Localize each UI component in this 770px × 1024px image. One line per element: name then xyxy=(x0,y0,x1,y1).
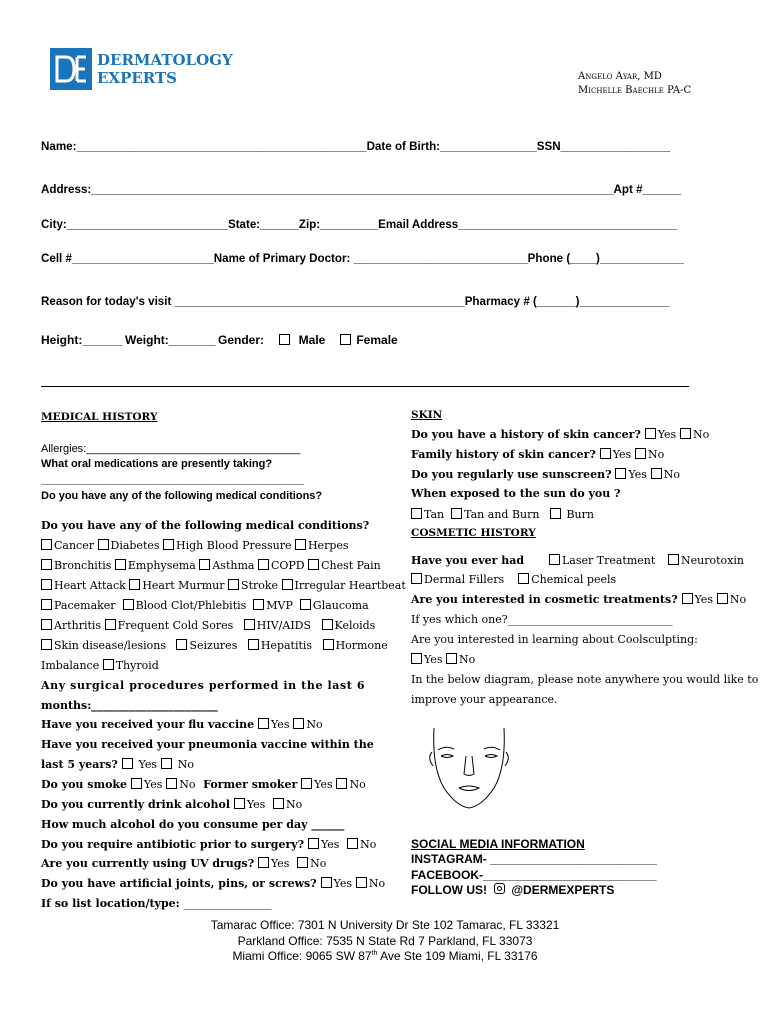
cond-skin-disease[interactable]: Skin disease/lesions xyxy=(41,639,166,652)
family-question: Family history of skin cancer? Yes No xyxy=(411,448,665,461)
social-heading: SOCIAL MEDIA INFORMATION xyxy=(411,837,585,851)
cond-hbp[interactable]: High Blood Pressure xyxy=(163,539,291,552)
cond-heart-attack[interactable]: Heart Attack xyxy=(41,579,126,592)
conditions-question-2: Do you have any of the following medical conditions? xyxy=(41,519,370,532)
alcohol-amount[interactable]: How much alcohol do you consume per day ______ xyxy=(41,818,345,831)
field-row-reason[interactable]: Reason for today's visit _____________________________________________Pharmacy # (______)______________ xyxy=(41,295,670,308)
location-field[interactable]: ________________ xyxy=(183,897,272,910)
interest-question: Are you interested in cosmetic treatments? Yes No xyxy=(411,593,747,606)
sun-tan-burn[interactable]: Tan and Burn xyxy=(451,508,539,521)
skin-cancer-question: Do you have a history of skin cancer? Yes No xyxy=(411,428,710,441)
divider xyxy=(41,386,689,387)
cond-asthma[interactable]: Asthma xyxy=(199,559,254,572)
cond-stroke[interactable]: Stroke xyxy=(228,579,278,592)
cond-hepatitis[interactable]: Hepatitis xyxy=(248,639,312,652)
checkbox-icon[interactable] xyxy=(340,334,351,345)
cond-seizures[interactable]: Seizures xyxy=(176,639,237,652)
cond-hormone[interactable]: Hormone xyxy=(323,639,388,652)
joints-question: Do you have artificial joints, pins, or screws? Yes No xyxy=(41,877,386,890)
uv-question: Are you currently using UV drugs? Yes No xyxy=(41,857,327,870)
skin-heading: SKIN xyxy=(411,409,443,421)
conditions-row xyxy=(41,559,381,572)
cosmetic-peels[interactable]: Chemical peels xyxy=(518,573,616,586)
cond-copd[interactable]: COPD xyxy=(258,559,305,572)
doctor-1: Angelo Ayar, MD xyxy=(578,71,662,82)
field-row-address[interactable]: Address:_________________________________________________________________________________Apt #______ xyxy=(41,183,682,196)
field-row-city[interactable]: City:_________________________State:______Zip:_________Email Address__________________________________ xyxy=(41,218,678,231)
cond-keloids[interactable]: Keloids xyxy=(322,619,376,632)
cond-diabetes[interactable]: Diabetes xyxy=(98,539,160,552)
height-field[interactable]: Height:______ xyxy=(41,333,123,347)
conditions-row xyxy=(41,579,406,592)
cosmetic-laser[interactable]: Laser Treatment xyxy=(549,554,655,567)
office-parkland: Parkland Office: 7535 N State Rd 7 Parkland, FL 33073 xyxy=(237,934,533,948)
instagram-icon xyxy=(494,883,505,894)
cond-irregular[interactable]: Irregular Heartbeat xyxy=(282,579,406,592)
logo-text-1: DERMATOLOGY xyxy=(97,51,233,69)
oral-question: What oral medications are presently taking? xyxy=(41,458,273,470)
cond-cancer[interactable]: Cancer xyxy=(41,539,94,552)
instagram-field[interactable]: INSTAGRAM- _________________________ xyxy=(411,852,657,866)
allergies-field[interactable]: Allergies:___________________________________ xyxy=(41,443,301,455)
flu-question: Have you received your flu vaccine Yes No xyxy=(41,718,323,731)
cond-blood-clot[interactable]: Blood Clot/Phlebitis xyxy=(123,599,247,612)
sun-question: When exposed to the sun do you ? xyxy=(411,487,621,500)
conditions-row xyxy=(41,639,388,652)
cond-bronchitis[interactable]: Bronchitis xyxy=(41,559,111,572)
cond-heart-murmur[interactable]: Heart Murmur xyxy=(129,579,224,592)
cond-emphysema[interactable]: Emphysema xyxy=(115,559,196,572)
cond-pacemaker[interactable]: Pacemaker xyxy=(41,599,116,612)
cond-glaucoma[interactable]: Glaucoma xyxy=(300,599,369,612)
pneumonia-question-2: last 5 years? Yes No xyxy=(41,758,194,771)
drink-question: Do you currently drink alcohol Yes No xyxy=(41,798,303,811)
office-miami: Miami Office: 9065 SW 87th Ave Ste 109 Miami, FL 33176 xyxy=(232,949,538,963)
conditions-row xyxy=(41,539,349,552)
cond-chest-pain[interactable]: Chest Pain xyxy=(308,559,381,572)
smoke-question: Do you smoke Yes No Former smoker Yes No xyxy=(41,778,366,791)
doctor-2: Michelle Baechle PA-C xyxy=(578,85,692,96)
gender-female[interactable]: Female xyxy=(340,333,398,347)
medical-heading: MEDICAL HISTORY xyxy=(41,411,158,423)
cond-mvp[interactable]: MVP xyxy=(253,599,293,612)
gender-label: Gender: xyxy=(218,333,265,347)
gender-male[interactable]: Male xyxy=(279,333,325,347)
cond-cold-sores[interactable]: Frequent Cold Sores xyxy=(105,619,234,632)
logo-mark-icon xyxy=(50,48,92,90)
cond-arthritis[interactable]: Arthritis xyxy=(41,619,101,632)
pneumonia-question: Have you received your pneumonia vaccine within the xyxy=(41,738,374,751)
diagram-note: In the below diagram, please note anywhere you would like to xyxy=(411,673,759,686)
which-field[interactable]: If yes which one?______________________________ xyxy=(411,613,673,626)
coolsculpting-options: Yes No xyxy=(411,653,475,666)
location-question: If so list location/type: ________________ xyxy=(41,897,272,910)
weight-field[interactable]: Weight:_______ xyxy=(125,333,216,347)
conditions-row xyxy=(41,619,375,632)
field-row-cell[interactable]: Cell #______________________Name of Primary Doctor: ___________________________Phone (____)_____________ xyxy=(41,252,684,265)
conditions-question-1: Do you have any of the following medical conditions? xyxy=(41,490,323,502)
oral-field[interactable]: ___________________________________________ xyxy=(41,474,305,486)
checkbox-icon[interactable] xyxy=(279,334,290,345)
sunscreen-question: Do you regularly use sunscreen? Yes No xyxy=(411,468,680,481)
cosmetic-fillers[interactable]: Dermal Fillers xyxy=(411,573,504,586)
sun-burn[interactable]: Burn xyxy=(550,508,594,521)
surgical-question: Any surgical procedures performed in the last 6 xyxy=(41,679,366,692)
cosmetic-options-2 xyxy=(411,573,616,586)
coolsculpting-question: Are you interested in learning about Coolsculpting: xyxy=(411,633,698,646)
cosmetic-have-question: Have you ever had xyxy=(411,554,525,567)
field-row-name[interactable]: Name:_____________________________________________Date of Birth:_______________SSN_________________ xyxy=(41,140,671,153)
facebook-field[interactable]: FACEBOOK-__________________________ xyxy=(411,868,657,882)
cosmetic-neurotoxin[interactable]: Neurotoxin xyxy=(668,554,744,567)
cosmetic-heading: COSMETIC HISTORY xyxy=(411,527,536,539)
cond-herpes[interactable]: Herpes xyxy=(295,539,349,552)
sun-options xyxy=(411,508,594,521)
sun-tan[interactable]: Tan xyxy=(411,508,444,521)
antibiotic-question: Do you require antibiotic prior to surgery? Yes No xyxy=(41,838,377,851)
logo-text-2: EXPERTS xyxy=(97,69,177,87)
conditions-row xyxy=(41,599,369,612)
diagram-note-2: improve your appearance. xyxy=(411,693,558,706)
office-tamarac: Tamarac Office: 7301 N University Dr Ste 102 Tamarac, FL 33321 xyxy=(210,918,560,932)
follow-us: FOLLOW US! @DERMEXPERTS xyxy=(411,883,615,897)
surgical-field[interactable]: months:_______________________ xyxy=(41,699,218,712)
face-diagram-icon[interactable] xyxy=(424,718,514,814)
cond-thyroid[interactable]: Thyroid xyxy=(103,659,159,672)
cond-hiv[interactable]: HIV/AIDS xyxy=(244,619,311,632)
conditions-row: Imbalance Thyroid xyxy=(41,659,159,672)
